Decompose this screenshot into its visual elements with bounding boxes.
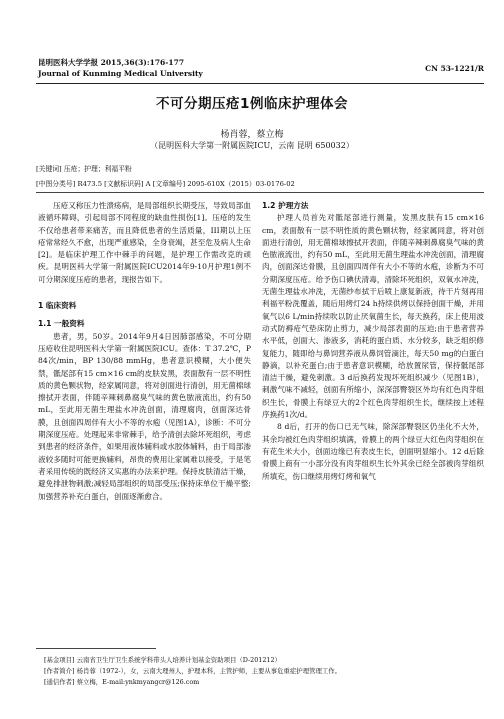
article-title: 不可分期压疮1例临床护理体会 xyxy=(156,96,348,112)
classification-line: [中图分类号] R473.5 [文献标识码] A [文章编号] 2095-610X（2015）03-0176-02 xyxy=(36,180,295,188)
intro-paragraph: 压疮又称压力性溃疡病，是局部组织长期受压，导致局部血液循环障碍，引起局部不同程度的缺血性损伤[1]。压疮的发生不仅给患者带来痛苦，而且降低患者的生活质量，III期以上压疮常常经久不愈，出现严重感染，全身衰竭，甚至危及病人生命[2]。是临床护理工作中棘手的问题，是护理工作需改克的顽疾。昆明医科大学第一附属医院ICU2014年9-10月护理1例不可分期深度压疮的患者，现报告如下。 xyxy=(38,201,251,284)
affiliation: （昆明医科大学第一附属医院ICU，云南 昆明 650032） xyxy=(150,141,354,150)
footnote-rule xyxy=(36,648,156,649)
footnotes xyxy=(44,655,341,688)
fund-note: [基金项目] 云南省卫生厅卫生系统学科带头人培养计划基金资助项目（D-201212） xyxy=(44,656,281,664)
subsection-heading-1-2: 1.2 护理方法 xyxy=(262,201,309,210)
subsection-heading-1-1: 1.1 一般资料 xyxy=(38,319,85,329)
keywords: [关键词] 压疮；护理；利福平粉 xyxy=(36,165,132,173)
followup-paragraph: 8 d后，打开的伤口已无气味，除深部臀裂区仍坐化不大外，其余均被红色肉芽组织填满，骨膜上的两个绿豆大红色肉芽组织在有花生米大小，创面边缘已有表皮生长，创面明显缩小。12 d后除骨膜上商有一小部分没有肉芽组织生长外其余已经全部被肉芽组织所填充，伤口继续用烤灯烤和氧气 xyxy=(262,422,484,481)
journal-header xyxy=(38,57,203,79)
left-column xyxy=(38,200,251,503)
cn-number: CN 53-1221/R xyxy=(425,64,484,73)
journal-name-cn: 昆明医科大学学报 2015,36(3):176-177 xyxy=(38,58,185,67)
journal-name-en: Journal of Kunming Medical University xyxy=(38,69,203,78)
case-paragraph: 患者，男，50岁。2014年9月4日因肺部感染，不可分期压疮收住昆明医科大学第一附属医院ICU。查体：T 37.2℃，P 84次/min，BP 130/88 mmHg，患者意识模糊，大小便失禁，骶尾部有15 cm×16 cm的皮肤发黑，表面散有一层不明性质的黄色颗状物，经家属同意，将对创面进行清创，用无菌棉球擦拭开表面，伴随辛辣刺鼻腐臭气味的黄色脓液流出，约有50 mL，至此用无菌生理盐水冲洗创面，清理腐肉，创面深达骨膜，且创面四周伴有大小不等的水疱（见图1A），诊断：不可分期深度压疮。处理起来非常棘手，给予清创去除坏死组织，考虑到患者的经济条件，如果用液体辅料或水胶体辅料，由于局部渗液较多随时可能更换辅料，昂贵的费用让家属难以接受，于是笔者采用传统的既经济又实惠的办法来护理。保持皮肤清洁干燥，避免排泄物刺激;减轻局部组织的局部受压;保持床单位干燥平整;加强营养补充白蛋白，创面逐渐愈合。 xyxy=(38,331,251,501)
header-rule xyxy=(36,83,484,84)
section-heading-1: 1 临床资料 xyxy=(38,301,77,311)
right-column xyxy=(262,200,484,483)
author-bio-note: [作者简介] 杨肖蓉（1972-），女，云南大理州人，护理本科，主管护师，主要从事危重症护理管理工作。 xyxy=(44,667,342,675)
nursing-paragraph: 护理人员首先对骶尾部进行测量，发黑皮肤有15 cm×16 cm，表面散有一层不明性质的黄色颗状物，经家属同意，将对创面进行清创，用无菌棉球擦拭开表面，伴随辛辣刺鼻腐臭气味的黄色脓液流出，约有50 mL，至此用无菌生理盐水冲洗创面，清理腐肉，创面深达骨膜，且创面四周伴有大小不等的水疱，诊断为不可分期深度压疮。给予伤口碘伏清毒，清除坏死组织，双氧水冲洗，无菌生理盐水冲洗，无菌纱布拭干后喷上康复新液，待干片刻再用利福平粉洗覆盖，随后用烤灯24 h持续供烤以保持创面干燥，并用氧气以6 L/min持续吹以防止厌氧菌生长，每天换药，床上使用波动式防褥疮气垫床防止剪力，减少局部表面的压迫;由于患者营养水平低，创面大、渗液多，消耗的蛋白质、水分较多，缺乏组织修复能力，随即给与鼻饲营养液从鼻饲管滴注，每天50 mg的白蛋白静滴，以补充蛋白;由于患者意识模糊，给放置尿管，保持骶尾部清洁干燥，避免刺激。3 d后换药发现坏死组织减少（见图1B），刺激气味不减轻，创面有所缩小，深深部臀裂区外均有红色肉芽组织生长，骨膜上有绿豆大的2个红色肉芽组织生长，继续按上述程序换药1次/d。 xyxy=(262,213,484,420)
abstract-rule xyxy=(36,192,484,193)
corresponding-author-note: [通信作者] 蔡立梅，E-mail:ynkmyangcr@126.com xyxy=(44,678,200,686)
author-line: 杨肖蓉，蔡立梅 xyxy=(220,130,284,140)
